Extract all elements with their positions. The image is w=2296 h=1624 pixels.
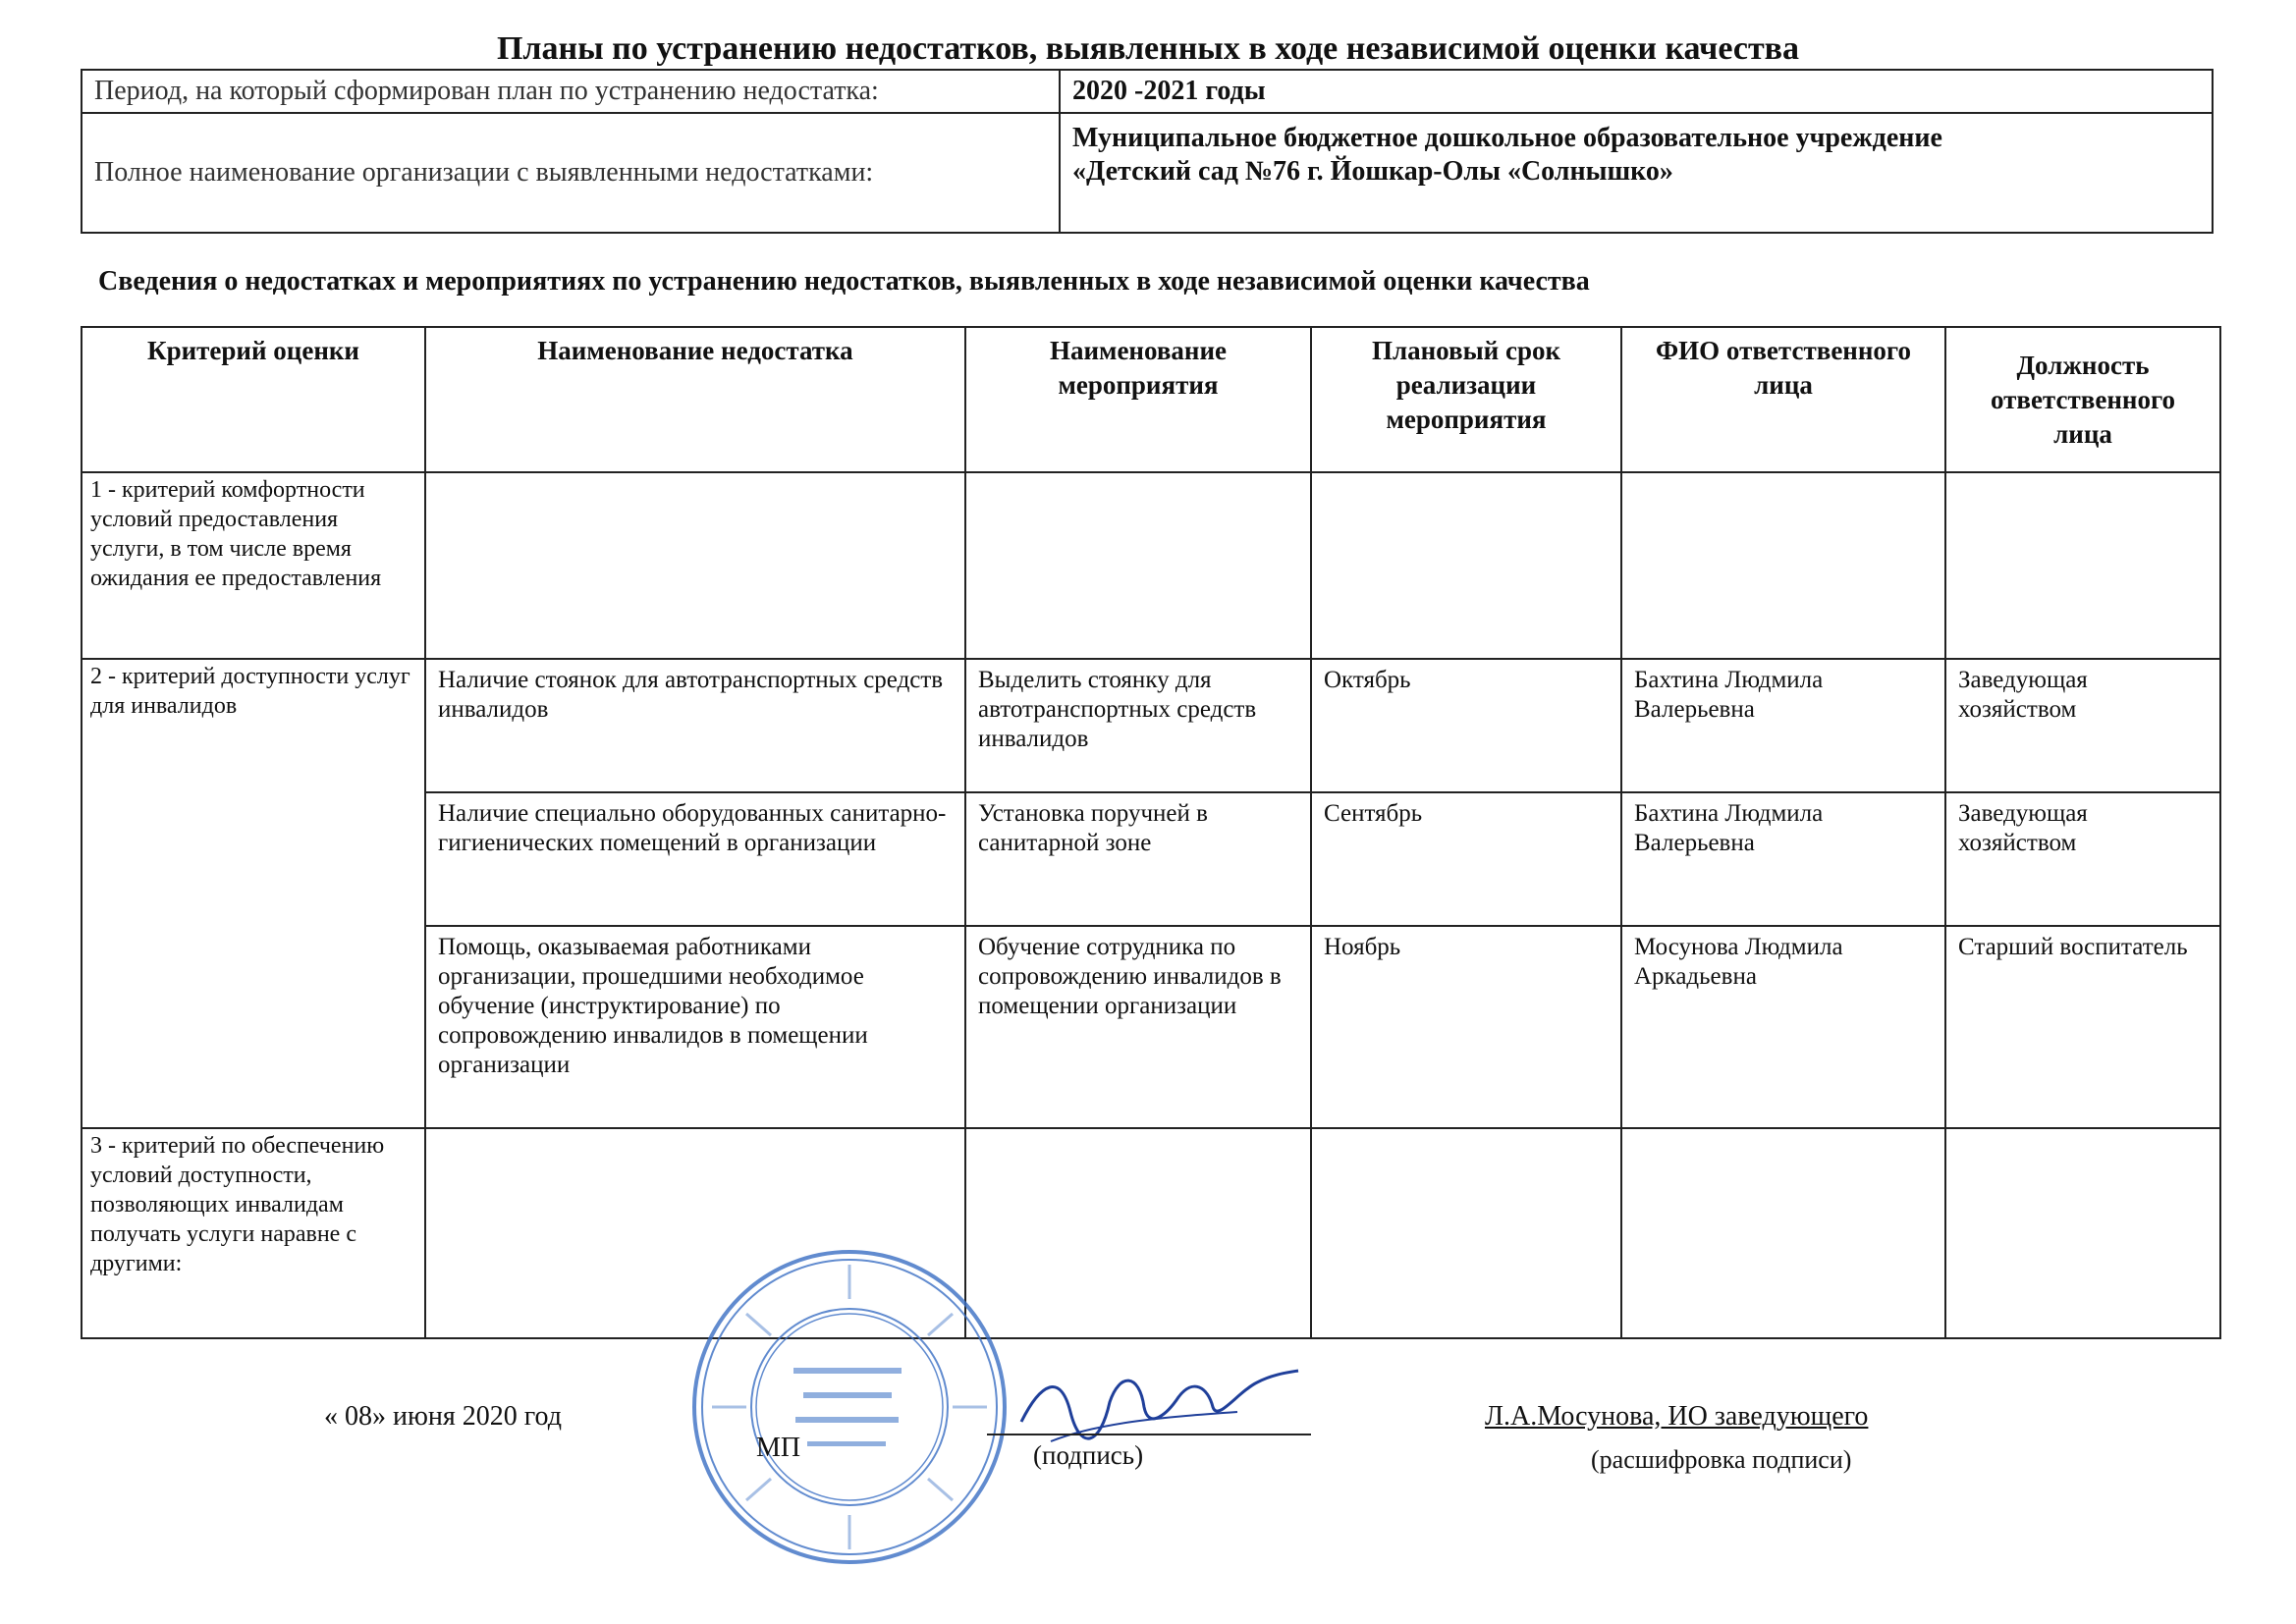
table-row <box>82 659 2220 792</box>
table-row <box>82 1128 2220 1338</box>
responsible-position-cell: Заведующая хозяйством <box>1945 792 2220 926</box>
header-measure: Наименование мероприятия <box>965 327 1311 472</box>
organization-name-line-1: Муниципальное бюджетное дошкольное образовательное учреждение <box>1072 123 1942 153</box>
empty-cell <box>1311 1128 1621 1338</box>
responsible-position-cell: Заведующая хозяйством <box>1945 659 2220 792</box>
signatory-name: Л.А.Мосунова, ИО заведующего <box>1485 1401 1869 1432</box>
signatory-name-caption: (расшифровка подписи) <box>1591 1445 1852 1474</box>
header-deadline: Плановый срок реализации мероприятия <box>1311 327 1621 472</box>
responsible-name-cell: Бахтина Людмила Валерьевна <box>1621 659 1945 792</box>
header-responsible-position: Должность ответственного лица <box>1945 327 2220 472</box>
table-row <box>82 472 2220 659</box>
plan-info-table <box>81 69 2214 234</box>
criterion-1: 1 - критерий комфортности условий предоставления услуги, в том числе время ожидания ее предоставления <box>82 472 425 659</box>
organization-name-line-2: «Детский сад №76 г. Йошкар-Олы «Солнышко» <box>1072 156 1673 187</box>
empty-cell <box>965 472 1311 659</box>
section-title: Сведения о недостатках и мероприятиях по устранению недостатков, выявленных в ходе независимой оценки качества <box>98 266 1590 297</box>
signature-caption: (подпись) <box>1033 1440 1144 1470</box>
stamp-place-label: МП <box>756 1433 801 1463</box>
empty-cell <box>965 1128 1311 1338</box>
header-responsible-name: ФИО ответственного лица <box>1621 327 1945 472</box>
responsible-name-cell: Бахтина Людмила Валерьевна <box>1621 792 1945 926</box>
deadline-cell: Сентябрь <box>1311 792 1621 926</box>
header-deficiency: Наименование недостатка <box>425 327 965 472</box>
period-label: Период, на который сформирован план по устранению недостатка: <box>82 70 1060 113</box>
empty-cell <box>1621 1128 1945 1338</box>
responsible-name-cell: Мосунова Людмила Аркадьевна <box>1621 926 1945 1128</box>
official-stamp-icon <box>687 1245 1011 1569</box>
responsible-position-cell: Старший воспитатель <box>1945 926 2220 1128</box>
signature-date: « 08» июня 2020 год <box>324 1401 562 1432</box>
table-header-row <box>82 327 2220 472</box>
document-title: Планы по устранению недостатков, выявленных в ходе независимой оценки качества <box>496 30 1800 67</box>
period-row <box>82 70 2213 113</box>
organization-label: Полное наименование организации с выявленными недостатками: <box>82 113 1060 233</box>
criterion-2: 2 - критерий доступности услуг для инвалидов <box>82 659 425 1128</box>
empty-cell <box>1621 472 1945 659</box>
measure-cell: Обучение сотрудника по сопровождению инвалидов в помещении организации <box>965 926 1311 1128</box>
empty-cell <box>1945 472 2220 659</box>
empty-cell <box>1311 472 1621 659</box>
deficiency-cell: Наличие стоянок для автотранспортных средств инвалидов <box>425 659 965 792</box>
organization-row <box>82 113 2213 233</box>
measure-cell: Выделить стоянку для автотранспортных средств инвалидов <box>965 659 1311 792</box>
empty-cell <box>425 472 965 659</box>
criterion-3: 3 - критерий по обеспечению условий доступности, позволяющих инвалидам получать услуги наравне с другими: <box>82 1128 425 1338</box>
measure-cell: Установка поручней в санитарной зоне <box>965 792 1311 926</box>
organization-value <box>1060 113 2213 233</box>
signature-line <box>987 1434 1311 1435</box>
empty-cell <box>1945 1128 2220 1338</box>
period-value: 2020 -2021 годы <box>1060 70 2213 113</box>
deadline-cell: Ноябрь <box>1311 926 1621 1128</box>
deadline-cell: Октябрь <box>1311 659 1621 792</box>
deficiency-cell: Помощь, оказываемая работниками организации, прошедшими необходимое обучение (инструктирование) по сопровождению инвалидов в помещении организации <box>425 926 965 1128</box>
header-criterion: Критерий оценки <box>82 327 425 472</box>
deficiencies-table <box>81 326 2221 1339</box>
deficiency-cell: Наличие специально оборудованных санитарно-гигиенических помещений в организации <box>425 792 965 926</box>
